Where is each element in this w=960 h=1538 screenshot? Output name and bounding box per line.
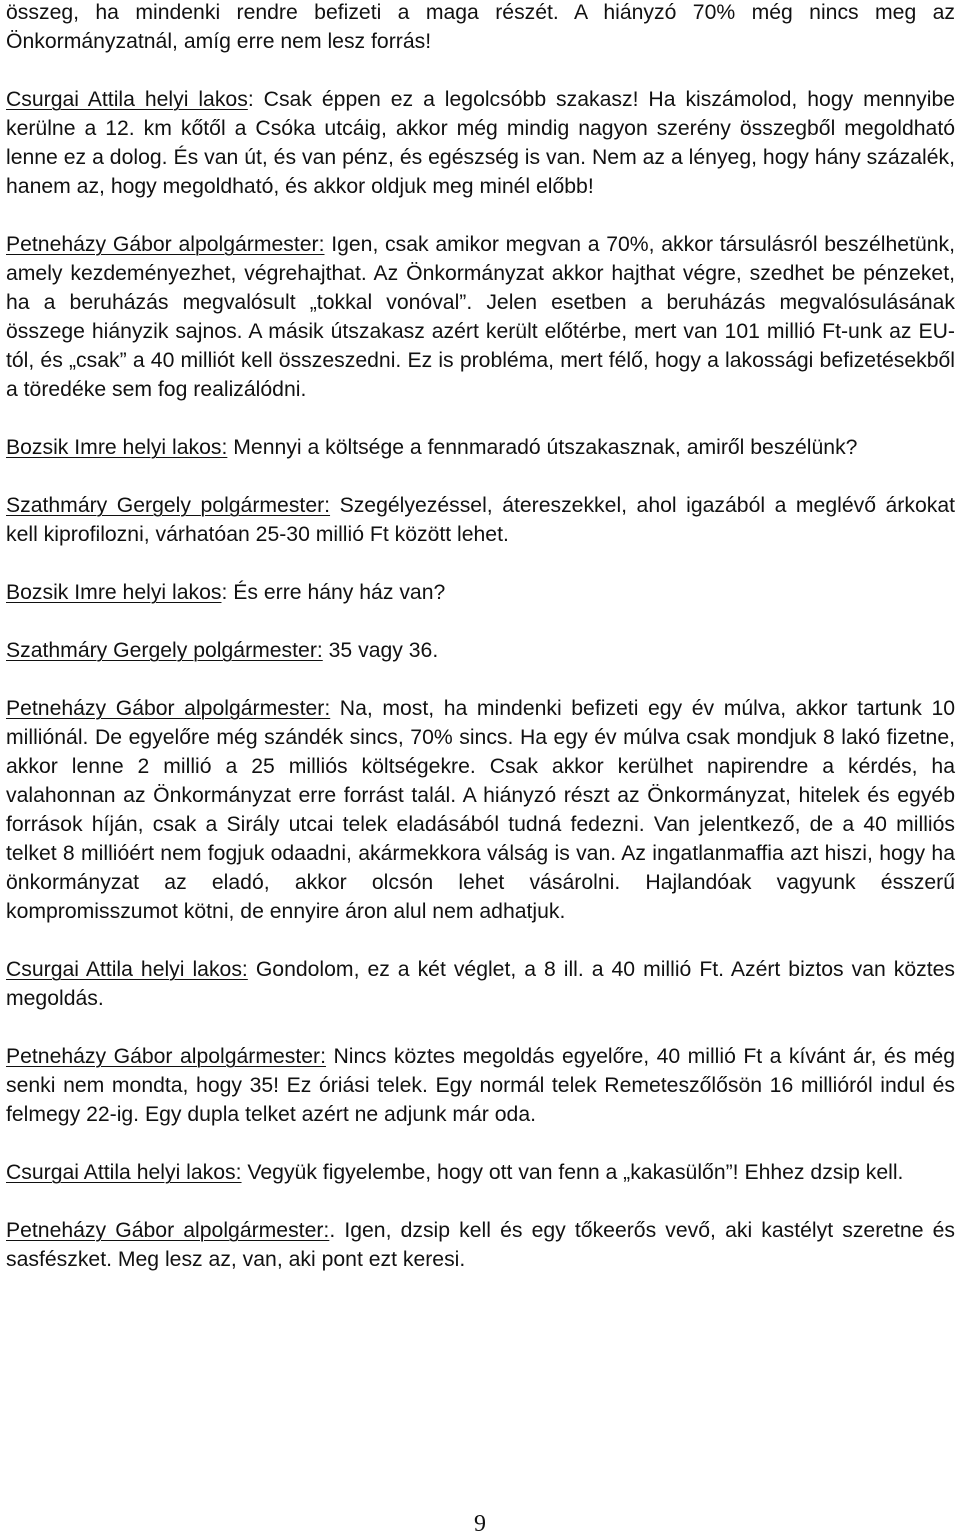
- paragraph: [6, 1042, 955, 1129]
- paragraph: [6, 0, 955, 56]
- paragraph: [6, 433, 955, 462]
- paragraph-text: És erre hány ház van?: [227, 581, 446, 604]
- paragraph-text: . Igen, dzsip kell és egy tőkeerős vevő, aki kastélyt szeretne és sasfészket. Meg lesz az, van, aki pont ezt keresi.: [6, 1219, 956, 1271]
- speaker-name: Csurgai Attila helyi lakos:: [6, 958, 248, 981]
- speaker-name: Petneházy Gábor alpolgármester:: [6, 1045, 326, 1068]
- paragraph: [6, 578, 955, 607]
- paragraph-text: 35 vagy 36.: [322, 639, 439, 662]
- speaker-name: Szathmáry Gergely polgármester:: [6, 494, 331, 517]
- paragraph: [6, 1158, 955, 1187]
- paragraph-text: Mennyi a költsége a fennmaradó útszakasznak, amiről beszélünk?: [227, 436, 858, 459]
- paragraph-text: Nincs köztes megoldás egyelőre, 40 millió Ft a kívánt ár, és még senki nem mondta, hogy 35! Ez óriási telek. Egy normál telek Remeteszőlősön 16 millióról indul és felmegy 22-ig. Egy dupla telket azért ne adjunk már oda.: [6, 1045, 956, 1126]
- speaker-separator: :: [247, 88, 254, 111]
- paragraph-text: Na, most, ha mindenki befizeti egy év múlva, akkor tartunk 10 milliónál. De egyelőre még szándék sincs, 70% sincs. Ha egy év múlva csak mondjuk 8 lakó fizetne, akkor lenne 2 millió a 25 milliós költségekre. Csak akkor kerülhet napirendre a kérdés, ha valahonnan az Önkormányzat erre forrást talál. A hiányzó részt az Önkormányzat, hitelek és egyéb források híján, csak a Sirály utcai telek eladásából tudná fedezni. Van jelentkező, de a 40 milliós telket 8 millióért nem fogjuk odaadni, akármekkora válság is van. Az ingatlanmaffia azt hiszi, hogy ha önkormányzat az eladó, akkor olcsón lehet vásárolni. Hajlandóak vagyunk ésszerű kompromisszumot kötni, de ennyire áron alul nem adhatjuk.: [6, 697, 956, 923]
- paragraph-text: Gondolom, ez a két véglet, a 8 ill. a 40 millió Ft. Azért biztos van köztes megoldás.: [6, 958, 955, 1010]
- paragraph-text: Csak éppen ez a legolcsóbb szakasz! Ha kiszámolod, hogy mennyibe kerülne a 12. km kőtől a Csóka utcáig, akkor még mindig nagyon szerény összegből megoldható lenne ez a dolog. És van út, és van pénz, és egészség is van. Nem az a lényeg, hogy hány százalék, hanem az, hogy megoldható, és akkor oldjuk meg minél előbb!: [6, 88, 956, 198]
- paragraph: [6, 230, 955, 404]
- document-body: [6, 0, 955, 1274]
- paragraph-text: összeg, ha mindenki rendre befizeti a maga részét. A hiányzó 70% még nincs meg az Önkormányzatnál, amíg erre nem lesz forrás!: [6, 1, 955, 53]
- speaker-name: Petneházy Gábor alpolgármester:: [6, 697, 331, 720]
- speaker-name: Csurgai Attila helyi lakos: [6, 88, 248, 111]
- speaker-name: Petneházy Gábor alpolgármester:: [6, 233, 325, 256]
- paragraph: [6, 955, 955, 1013]
- paragraph: [6, 85, 955, 201]
- paragraph-text: Szegélyezéssel, átereszekkel, ahol igazából a meglévő árkokat kell kiprofilozni, várhatóan 25-30 millió Ft között lehet.: [6, 494, 955, 546]
- speaker-name: Csurgai Attila helyi lakos:: [6, 1161, 242, 1184]
- paragraph-text: Vegyük figyelembe, hogy ott van fenn a „kakasülőn”! Ehhez dzsip kell.: [241, 1161, 904, 1184]
- speaker-name: Bozsik Imre helyi lakos:: [6, 436, 228, 459]
- speaker-name: Bozsik Imre helyi lakos: [6, 581, 222, 604]
- paragraph: [6, 491, 955, 549]
- paragraph: [6, 636, 955, 665]
- speaker-name: Petneházy Gábor alpolgármester:: [6, 1219, 330, 1242]
- page-number: 9: [474, 1511, 486, 1537]
- paragraph: [6, 1216, 955, 1274]
- paragraph-text: Igen, csak amikor megvan a 70%, akkor társulásról beszélhetünk, amely kezdeményezhet, végrehajthat. Az Önkormányzat akkor hajthat végre, szedhet be pénzeket, ha a beruházás megvalósult „tokkal vonóval”. Jelen esetben a beruházás megvalósulásának összege hiányzik sajnos. A másik útszakasz azért került előtérbe, mert van 101 millió Ft-unk az EU-tól, és „csak” a 40 milliót kell összeszedni. Ez is probléma, mert félő, hogy a lakossági befizetésekből a töredéke sem fog realizálódni.: [6, 233, 955, 401]
- paragraph: [6, 694, 955, 926]
- speaker-separator: :: [221, 581, 228, 604]
- speaker-name: Szathmáry Gergely polgármester:: [6, 639, 323, 662]
